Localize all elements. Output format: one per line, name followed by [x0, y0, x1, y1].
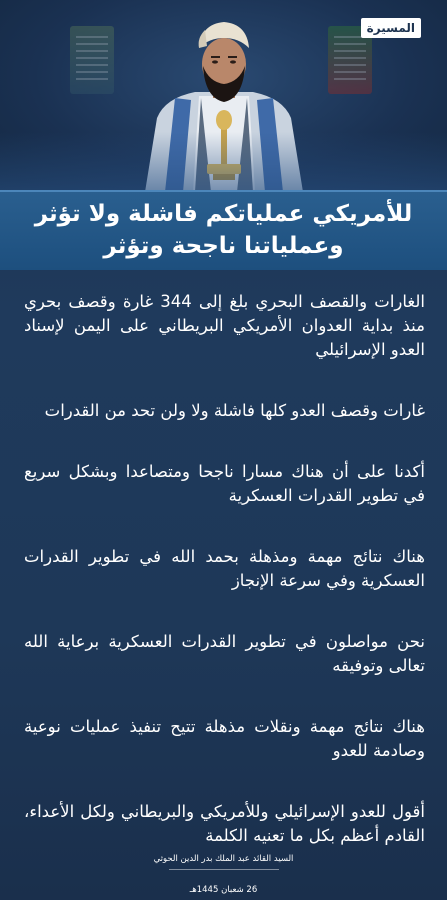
channel-logo: المسيرة	[361, 18, 421, 38]
quotes-list	[24, 290, 425, 885]
speaker-name: السيد القائد عبد الملك بدر الدين الحوثي	[153, 854, 294, 864]
speaker-photo	[0, 0, 447, 192]
quote-paragraph: نحن مواصلون في تطوير القدرات العسكرية برعاية الله تعالى وتوفيقه	[24, 632, 425, 675]
quote-paragraph: غارات وقصف العدو كلها فاشلة ولا ولن تحد من القدرات	[44, 401, 425, 420]
headline-banner	[0, 190, 447, 270]
footer	[0, 853, 447, 896]
background-poster-left	[70, 26, 114, 94]
quote-paragraph: أقول للعدو الإسرائيلي وللأمريكي والبريطاني ولكل الأعداء، القادم أعظم بكل ما تعنيه الكلمة	[24, 802, 425, 845]
quote-paragraph: هناك نتائج مهمة ومذهلة بحمد الله في تطوير القدرات العسكرية وفي سرعة الإنجاز	[24, 547, 425, 590]
headline-line-2: وعملياتنا ناجحة وتؤثر	[103, 233, 344, 259]
headline-line-1: للأمريكي عملياتكم فاشلة ولا تؤثر	[34, 201, 413, 227]
footer-divider	[169, 869, 279, 870]
quote-paragraph: هناك نتائج مهمة ونقلات مذهلة تتيح تنفيذ عمليات نوعية وصادمة للعدو	[24, 717, 425, 760]
photo-bottom-glow	[0, 132, 447, 192]
quote-paragraph: أكدنا على أن هناك مسارا ناجحا ومتصاعدا وبشكل سريع في تطوير القدرات العسكرية	[24, 462, 425, 505]
footer-date: 26 شعبان 1445هـ	[189, 885, 258, 895]
quote-paragraph: الغارات والقصف البحري بلغ إلى 344 غارة وقصف بحري منذ بداية العدوان الأمريكي البريطاني على اليمن لإسناد العدو الإسرائيلي	[24, 292, 425, 359]
